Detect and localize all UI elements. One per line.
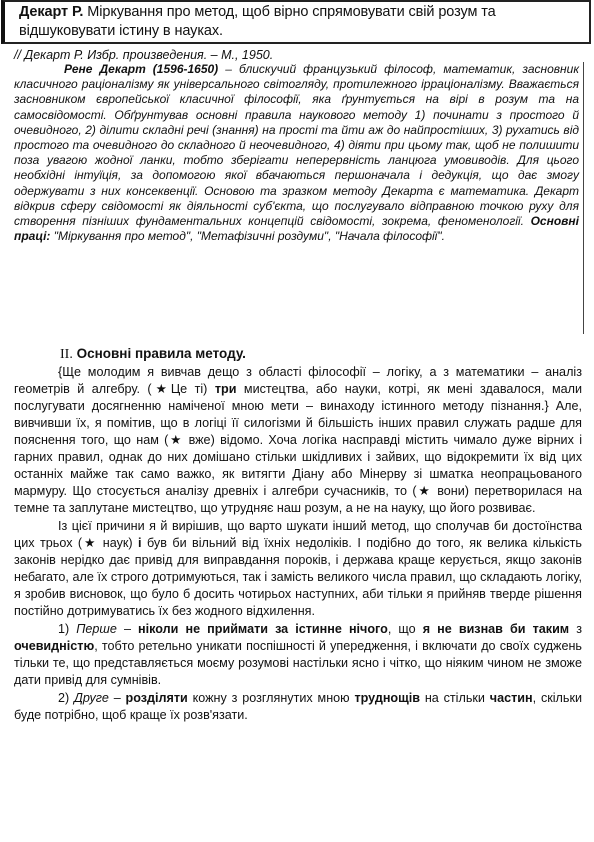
rule-2 <box>14 690 582 724</box>
rule-2-rest: , скільки буде потрібно, щоб краще їх розв'язати. <box>14 691 582 722</box>
rule-1-label: Перше <box>76 622 117 636</box>
rule-2-dash: – <box>108 691 126 705</box>
rule-1-mid-1: , що <box>387 622 423 636</box>
rule-1-rest: , тобто ретельно уникати поспішності й упередження, і включати до своїх суджень тільки те, що представляється моєму розумові настільки ясно і чітко, що ніяким чином не зможе дати привід для сумнівів. <box>14 639 582 687</box>
paragraph-2-bold: і <box>138 536 142 550</box>
bio-works-label: Основні праці: <box>14 214 579 244</box>
section-heading <box>60 345 560 364</box>
paragraph-1-bold: три <box>214 382 237 396</box>
rule-1-number: 1) <box>58 622 77 636</box>
source-citation: // Декарт Р. Избр. произведения. – М., 1950. <box>14 48 274 62</box>
rule-1-mid-2: з <box>569 622 582 636</box>
paragraph-2-part-a: Із цієї причини я й вирішив, що варто шукати інший метод, що сполучав би достоїнства цих трьох (★ наук) <box>14 519 582 550</box>
rule-1 <box>14 621 582 689</box>
body-text <box>14 364 582 725</box>
bio-text: – блискучий французький філософ, математик, засновник класичного раціоналізму як універсального світогляду, протилежного ірраціоналізму. Вважається засновником європейської класичної філософії, яка ґрунтується на вірі в розум та на самосвідомості. Обґрунтував основні правила наукового методу 1) починати з простого й очевидного, 2) ділити складні речі (знання) на прості та йти аж до найпростіших, 3) рухатись від простого та очевидного до складного й неочевидного, 4) діяти при цьому так, щоб не полишити поза увагою жодної ланки, тобто зберігати неперервність ланцюга умовиводів. Для цього необхідні інтуїція, за допомогою якої вбачаються першоначала і дедукція, що дає змогу одержувати з них консеквенції. Основою та зразком методу Декарта є математика. Декарт відкрив сферу свідомості як діяльності суб'єкта, що послугувало відправною точкою руху для створення пізніших фундаментальних концепцій свідомості, зокрема, феноменології. <box>14 62 580 229</box>
rule-2-bold-3: частин <box>489 691 533 705</box>
paragraph-1-part-c: мистецтва, або науки, котрі, як мені здавалося, мали послугувати досягненню наміченої мною мети – винаходу істинного методу пізнання.} Але, вивчивши їх, я помітив, що в логіці її силогізми й більшість інших правил служать радше для пояснення того, що нам (★ вже) відомо. Хоча логіка насправді містить чимало дуже вірних і гарних правил, однак до них домішано стільки шкідливих і зайвих, що відокремити їх від цих останніх майже так само важко, як витягти Діану або Мінерву зі шматка неопрацьованого мармуру. Що стосується аналізу древніх і алгебри сучасників, то (★ вони) перетворилася на темне та заплутане мистецтво, що утрудняє наш розум, а не на науку, що його розвиває. <box>14 382 582 515</box>
rule-2-mid-1: кожну з розглянутих мною <box>187 691 355 705</box>
header-title: Міркування про метод, щоб вірно спрямовувати свій розум та відшуковувати істину в науках. <box>19 4 496 39</box>
rule-2-bold-2: труднощів <box>354 691 420 705</box>
header-author: Декарт Р. <box>19 4 84 20</box>
paragraph-2 <box>14 518 582 620</box>
rule-2-mid-2: на стільки <box>419 691 490 705</box>
rule-1-bold-2: я не визнав би таким <box>422 622 570 636</box>
paragraph-1-part-a: {Ще молодим я вивчав дещо з області філософії – логіку, а з математики – аналіз геометрів й алгебру. (★Це ті) <box>14 365 582 396</box>
paragraph-1 <box>14 364 582 517</box>
header-box <box>1 0 591 44</box>
bio-works: "Міркування про метод", "Метафізичні роздуми", "Начала філософії". <box>50 229 445 244</box>
rule-2-bold-1: розділяти <box>125 691 188 705</box>
rule-2-number: 2) <box>58 691 75 705</box>
rule-2-label: Друге <box>74 691 109 705</box>
section-title: Основні правила методу. <box>76 346 246 361</box>
rule-1-bold-1: ніколи не приймати за істинне нічого <box>138 622 388 636</box>
section-number: II. <box>60 347 73 362</box>
paragraph-2-part-c: був би вільний від їхніх недоліків. І подібно до того, як велика кількість законів нерідко дає привід для виправдання пороків, і держава краще керується, якщо законів небагато, але їх строго дотримуються, так і замість великого числа правил, що складають логіку, я зробив висновок, що було б досить чотирьох наступних, аби тільки я прийняв тверде рішення постійно дотримуватись їх без жодного відхилення. <box>14 536 582 618</box>
rule-1-dash: – <box>116 622 139 636</box>
rule-1-bold-3: очевидністю <box>14 639 95 653</box>
author-biography <box>14 62 584 334</box>
bio-name-dates: Рене Декарт (1596-1650) <box>64 62 219 76</box>
